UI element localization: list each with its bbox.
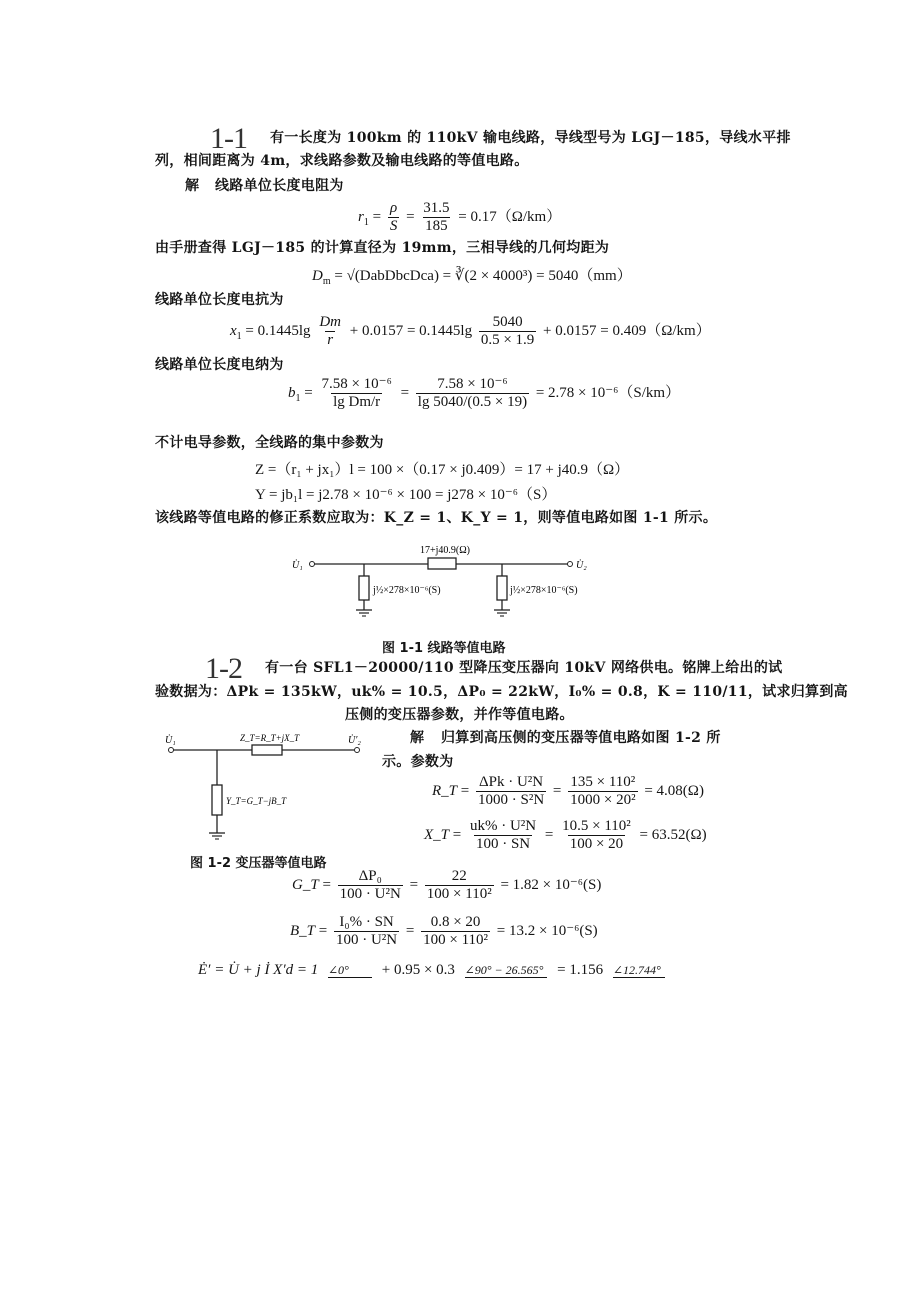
solution-label: 解	[185, 178, 200, 194]
angle-2: ∠90° − 26.565°	[465, 963, 548, 978]
resistance-intro: 线路单位长度电阻为	[215, 178, 344, 194]
left-node-label: U̇₁	[292, 560, 303, 571]
emf-mid: + 0.95 × 0.3	[381, 962, 455, 978]
series-impedance-icon	[428, 558, 456, 569]
denominator: 1000 · S²N	[477, 792, 545, 808]
fraction	[468, 818, 538, 853]
fraction	[568, 774, 637, 809]
figure-caption: 图 1-1 线路等值电路	[382, 641, 506, 656]
series-impedance-icon	[252, 745, 282, 755]
emf-result: = 1.156	[557, 962, 604, 978]
shunt-admittance-icon	[359, 576, 369, 600]
solution-line1: 归算到高压侧的变压器等值电路如图 1-2 所	[441, 730, 721, 746]
handbook-line: 由手册查得 LGJ－185 的计算直径为 19mm，三相导线的几何均距为	[155, 240, 610, 256]
reactance-intro: 线路单位长度电抗为	[155, 292, 284, 308]
angle-3: ∠12.744°	[613, 963, 665, 978]
gt-symbol: G_T	[292, 876, 319, 893]
denominator: 100 × 20	[569, 836, 624, 852]
denominator: 100 · SN	[475, 836, 531, 852]
r1-symbol: r	[358, 208, 364, 225]
x1-part2: + 0.0157 = 0.1445lg	[349, 322, 473, 339]
problem-statement-line2: 列，相间距离为 4m，求线路参数及输电线路的等值电路。	[155, 153, 529, 169]
denominator: 0.5 × 1.9	[480, 332, 535, 348]
bt-equation: B_T = $\frac{\text{I₀\% · SN}}{\text{100 · U²N}}$ = $\frac{0.8 \times 20}{\text{100 × 110²}}$ = 13.2 × 10⁻⁶(S)	[290, 914, 598, 948]
fraction	[334, 914, 399, 949]
bt-symbol: B_T	[290, 922, 316, 939]
numerator: 22	[451, 868, 467, 884]
y-equation: Y = jb₁l = j2.78 × 10⁻⁶ × 100 = j278 × 10⁻⁶（S）	[255, 487, 557, 503]
gt-result: = 1.82 × 10⁻⁶(S)	[500, 876, 602, 893]
fraction	[421, 914, 490, 949]
xt-equation: X_T = $\frac{\text{uk\% · U²N}}{100 \cdot SN}$ = $\frac{\text{10.5 × 110²}}{100 \times 20}$ = 63.52(Ω)	[424, 818, 707, 852]
numerator: 7.58 × 10⁻⁶	[437, 376, 508, 392]
right-node-label: U̇′₂	[348, 735, 361, 746]
x1-equation: $x_1 = 0.1445\lg$ $\frac{Dm}{r}$ + 0.0157 = 0.1445lg $\frac{5040}{0.5 \times 1.9}$ + 0.0157 = 0.409（Ω/km）	[230, 314, 711, 348]
numerator: 135 × 110²	[570, 774, 636, 790]
solution-line2: 示。参数为	[382, 754, 454, 770]
shunt-admittance-icon	[497, 576, 507, 600]
problem-statement-line1: 有一长度为 100km 的 110kV 输电线路，导线型号为 LGJ－185，导线水平排	[270, 130, 791, 146]
problem-number: 1-2	[205, 652, 242, 685]
numerator: ΔPk · U²N	[478, 774, 544, 790]
numerator: uk% · U²N	[469, 818, 537, 834]
numerator: I₀% · SN	[339, 914, 394, 930]
fraction	[425, 868, 494, 903]
denominator: 100 · U²N	[335, 932, 398, 948]
x1-result: + 0.0157 = 0.409（Ω/km）	[543, 322, 711, 339]
denominator: 185	[425, 218, 448, 234]
denominator: 1000 × 20²	[570, 792, 636, 808]
fraction	[479, 314, 536, 349]
r1-equation: $r_1$ = $\frac{\rho}{S}$ = $\frac{31.5}{185}$ = 0.17（Ω/km）	[358, 200, 562, 234]
numerator: 5040	[492, 314, 523, 330]
series-label: 17+j40.9(Ω)	[420, 545, 471, 556]
shunt-label-left: j½×278×10⁻⁶(S)	[373, 585, 441, 596]
xt-symbol: X_T	[424, 826, 450, 843]
series-label: Z_T=R_T+jX_T	[240, 733, 300, 743]
numerator: 7.58 × 10⁻⁶	[321, 376, 392, 392]
dm-expression: = √(DabDbcDca) = ∛(2 × 4000³) = 5040（mm）	[334, 268, 632, 284]
denominator: 100 × 110²	[423, 932, 489, 948]
numerator: 0.8 × 20	[430, 914, 481, 930]
denominator: lg 5040/(0.5 × 19)	[417, 394, 528, 410]
denominator: 100 × 110²	[426, 886, 492, 902]
shunt-label-right: j½×278×10⁻⁶(S)	[510, 585, 578, 596]
denominator: S	[389, 218, 398, 234]
emf-lhs: Ė′ = U̇ + j İ X′d = 1	[198, 962, 319, 978]
left-node-label: U̇₁	[165, 735, 176, 746]
denominator: 100 · U²N	[339, 886, 401, 902]
z-equation: Z =（r₁ + jx₁）l = 100 ×（0.17 × j0.409）= 17 + j40.9（Ω）	[255, 462, 630, 478]
gt-equation: G_T = $\frac{\text{ΔP₀}}{\text{100 · U²N}}$ = $\frac{22}{\text{100 × 110²}}$ = 1.82 × 10⁻⁶(S)	[292, 868, 602, 902]
transformer-equivalent-circuit-diagram	[162, 730, 377, 845]
fraction	[560, 818, 633, 853]
xt-result: = 63.52(Ω)	[639, 826, 707, 843]
numerator: ΔP₀	[358, 868, 382, 884]
lumped-intro: 不计电导参数，全线路的集中参数为	[155, 435, 384, 451]
fraction	[388, 200, 400, 235]
x1-part1: = 0.1445lg	[245, 322, 311, 339]
denominator: r	[327, 332, 334, 348]
shunt-admittance-icon	[212, 785, 222, 815]
numerator: 31.5	[423, 200, 450, 216]
dm-equation: $D_m$ = √(DabDbcDca) = ∛(2 × 4000³) = 5040（mm）	[312, 268, 632, 287]
b1-equation: $b_1$ = $\frac{\text{7.58 × 10⁻⁶}}{\text{lg Dm/r}}$ = $\frac{\text{7.58 × 10⁻⁶}}{\lg 5040/(0.5 \times 19)}$ = 2.78 × 10⁻⁶（S/km）	[288, 376, 681, 410]
fraction	[421, 200, 451, 235]
rt-equation: R_T = $\frac{\text{ΔPk · U²N}}{\text{1000 · S²N}}$ = $\frac{\text{135 × 110²}}{\text{1000 × 20²}}$ = 4.08(Ω)	[432, 774, 704, 808]
problem-statement-line3: 压侧的变压器参数，并作等值电路。	[345, 707, 574, 723]
problem-statement-line1: 有一台 SFL1－20000/110 型降压变压器向 10kV 网络供电。铭牌上给出的试	[265, 660, 783, 676]
solution-label: 解	[410, 730, 425, 746]
numerator: Dm	[319, 314, 341, 330]
bt-result: = 13.2 × 10⁻⁶(S)	[496, 922, 598, 939]
emf-equation	[198, 962, 671, 979]
line-equivalent-circuit-diagram	[290, 540, 610, 620]
fraction	[319, 376, 393, 411]
problem-statement-line2: 验数据为：ΔPk = 135kW，uk% = 10.5，ΔP₀ = 22kW，I₀% = 0.8，K = 110/11，试求归算到高	[155, 684, 848, 700]
rt-symbol: R_T	[432, 782, 458, 799]
susceptance-intro: 线路单位长度电纳为	[155, 357, 284, 373]
fraction	[317, 314, 343, 349]
rt-result: = 4.08(Ω)	[644, 782, 704, 799]
numerator: 10.5 × 110²	[562, 818, 631, 834]
angle-1: ∠0°	[328, 963, 372, 978]
denominator: lg Dm/r	[333, 394, 381, 410]
numerator: ρ	[389, 200, 398, 216]
shunt-label: Y_T=G_T−jB_T	[226, 796, 287, 806]
correction-line: 该线路等值电路的修正系数应取为：K_Z = 1、K_Y = 1，则等值电路如图 1-1 所示。	[155, 510, 718, 526]
figure-caption: 图 1-2 变压器等值电路	[190, 856, 327, 871]
r1-result: = 0.17（Ω/km）	[458, 208, 562, 225]
b1-result: = 2.78 × 10⁻⁶（S/km）	[535, 384, 681, 401]
fraction	[416, 376, 529, 411]
fraction	[338, 868, 403, 903]
fraction	[476, 774, 546, 809]
right-node-label: U̇₂	[576, 560, 587, 571]
problem-number: 1-1	[210, 122, 247, 155]
